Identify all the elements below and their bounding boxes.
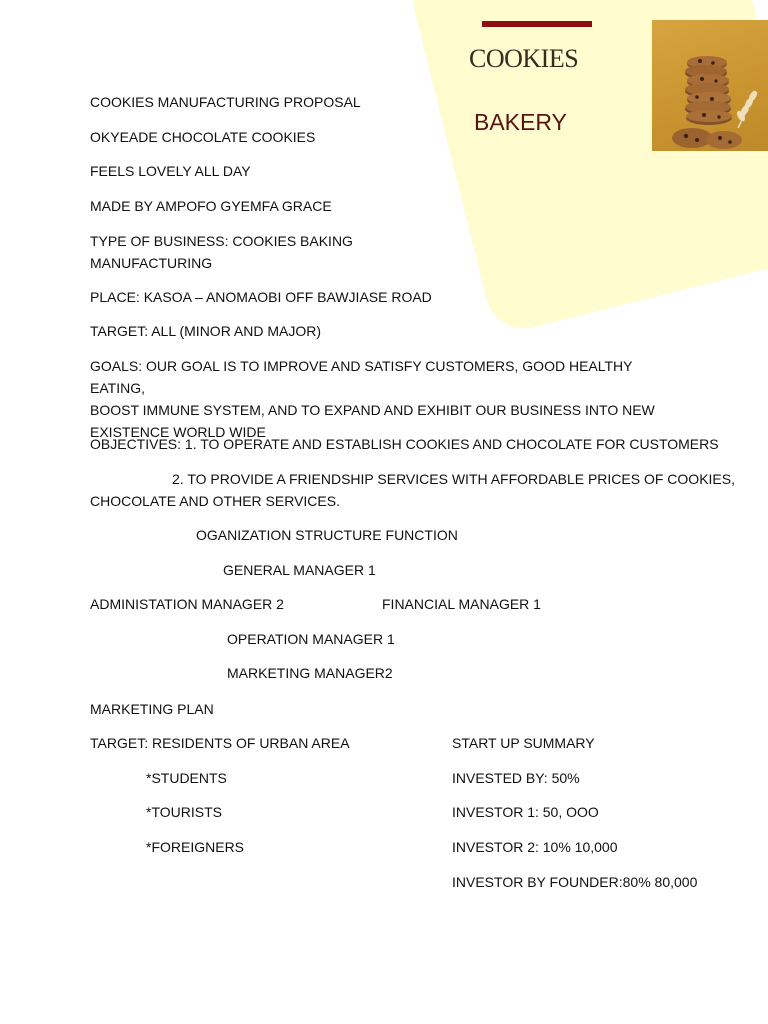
marketing-plan-heading: MARKETING PLAN	[90, 701, 214, 717]
logo-subtitle: BAKERY	[474, 109, 567, 135]
cookie-stack-illustration	[652, 20, 768, 151]
objective-2-line-1: 2. TO PROVIDE A FRIENDSHIP SERVICES WITH AFFORDABLE PRICES OF COOKIES,	[172, 471, 735, 487]
objective-2-line-2: CHOCOLATE AND OTHER SERVICES.	[90, 493, 340, 509]
marketing-manager: MARKETING MANAGER2	[227, 665, 393, 681]
org-structure-heading: OGANIZATION STRUCTURE FUNCTION	[196, 527, 458, 543]
business-type: TYPE OF BUSINESS: COOKIES BAKING MANUFACTURING	[90, 233, 353, 271]
logo-accent-rule	[482, 21, 592, 27]
financial-manager: FINANCIAL MANAGER 1	[382, 596, 541, 612]
invested-by: INVESTED BY: 50%	[452, 770, 580, 786]
marketing-target: TARGET: RESIDENTS OF URBAN AREA	[90, 735, 350, 751]
logo-title: COOKIES	[469, 44, 579, 73]
place-line: PLACE: KASOA – ANOMAOBI OFF BAWJIASE ROAD	[90, 289, 432, 305]
segment-foreigners: *FOREIGNERS	[146, 839, 245, 855]
investor-founder: INVESTOR BY FOUNDER:80% 80,000	[452, 874, 698, 890]
investor-2: INVESTOR 2: 10% 10,000	[452, 839, 618, 855]
target-line: TARGET: ALL (MINOR AND MAJOR)	[90, 323, 322, 339]
cookie-stack-photo-icon	[652, 20, 768, 151]
administration-manager: ADMINISTATION MANAGER 2	[90, 596, 284, 612]
segment-students: *STUDENTS	[146, 770, 227, 786]
goals-paragraph: GOALS: OUR GOAL IS TO IMPROVE AND SATISFY CUSTOMERS, GOOD HEALTHY EATING, BOOST IMMUNE SYSTEM, AND TO EXPAND AND EXHIBIT OUR BUSINESS INTO NEW EXISTENCE WORLD WIDE	[90, 358, 655, 440]
objective-1: OBJECTIVES: 1. TO OPERATE AND ESTABLISH COOKIES AND CHOCOLATE FOR CUSTOMERS	[90, 436, 719, 452]
investor-1: INVESTOR 1: 50, OOO	[452, 804, 599, 820]
company-name: OKYEADE CHOCOLATE COOKIES	[90, 129, 316, 145]
segment-tourists: *TOURISTS	[146, 804, 222, 820]
slogan: FEELS LOVELY ALL DAY	[90, 163, 251, 179]
startup-summary-heading: START UP SUMMARY	[452, 735, 595, 751]
proposal-title: COOKIES MANUFACTURING PROPOSAL	[90, 94, 361, 110]
general-manager: GENERAL MANAGER 1	[223, 562, 376, 578]
operation-manager: OPERATION MANAGER 1	[227, 631, 395, 647]
author-line: MADE BY AMPOFO GYEMFA GRACE	[90, 198, 332, 214]
